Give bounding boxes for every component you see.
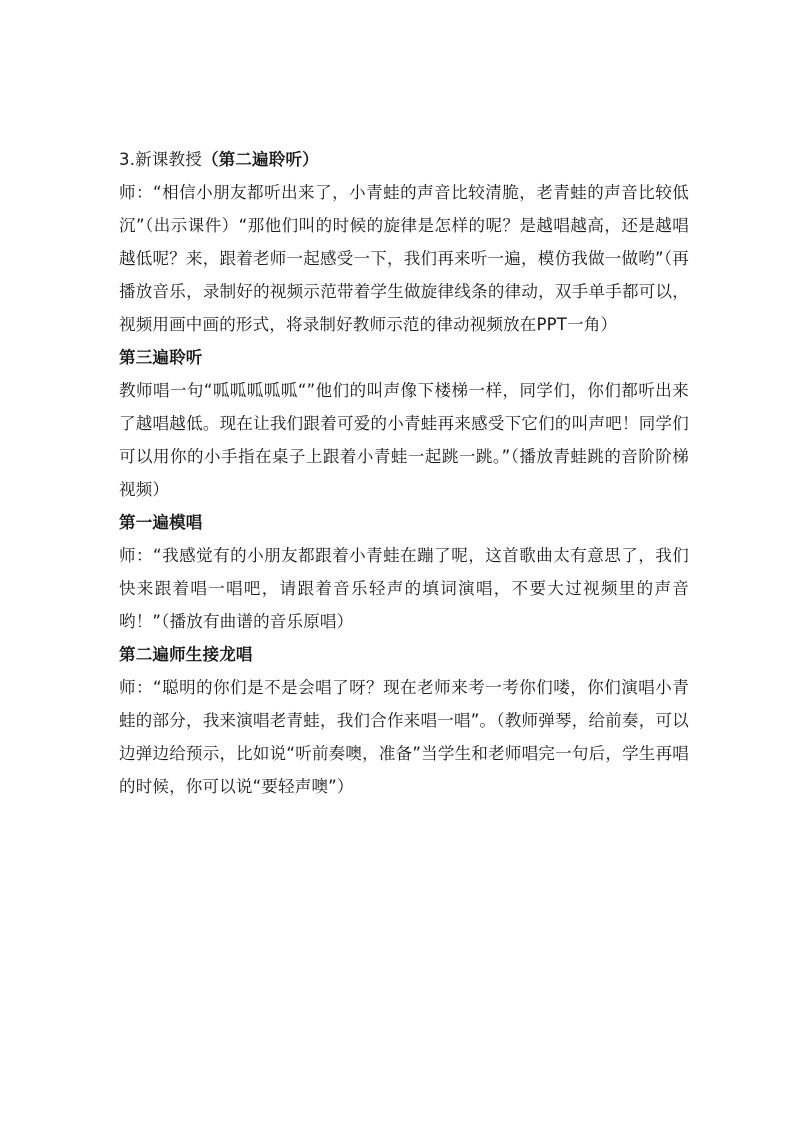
heading-call-response: 第二遍师生接龙唱 — [119, 645, 253, 664]
section-number: 3.新课教授 — [119, 150, 202, 169]
document-body — [119, 143, 689, 803]
paragraph-first-imitation: 师：“我感觉有的小朋友都跟着小青蛙在蹦了呢，这首歌曲太有意思了，我们快来跟着唱一唱吧，请跟着音乐轻声的填词演唱，不要大过视频里的声音哟！”（播放有曲谱的音乐原唱） — [119, 546, 689, 631]
heading-third-listening: 第三遍聆听 — [119, 348, 203, 367]
paragraph-teacher-intro: 师：“相信小朋友都听出来了，小青蛙的声音比较清脆，老青蛙的声音比较低沉”（出示课件）“那他们叫的时候的旋律是怎样的呢？是越唱越高，还是越唱越低呢？来，跟着老师一起感受一下，我们再来听一遍，模仿我做一做哟”（再播放音乐，录制好的视频示范带着学生做旋律线条的律动，双手单手都可以，视频用画中画的形式，将录制好教师示范的律动视频放在PPT一角） — [119, 183, 689, 334]
paragraph-call-response: 师：“聪明的你们是不是会唱了呀？现在老师来考一考你们喽，你们演唱小青蛙的部分，我来演唱老青蛙，我们合作来唱一唱”。（教师弹琴，给前奏，可以边弹边给预示，比如说“听前奏噢，准备”当学生和老师唱完一句后，学生再唱的时候，你可以说“要轻声噢”） — [119, 678, 689, 796]
section-title — [119, 143, 689, 176]
paragraph-third-listening: 教师唱一句“呱呱呱呱呱“”他们的叫声像下楼梯一样，同学们，你们都听出来了越唱越低。现在让我们跟着可爱的小青蛙再来感受下它们的叫声吧！同学们可以用你的小手指在桌子上跟着小青蛙一起跳一跳。”（播放青蛙跳的音阶阶梯视频） — [119, 381, 689, 499]
section-subtitle: （第二遍聆听） — [201, 150, 319, 169]
heading-first-imitation: 第一遍模唱 — [119, 513, 203, 532]
